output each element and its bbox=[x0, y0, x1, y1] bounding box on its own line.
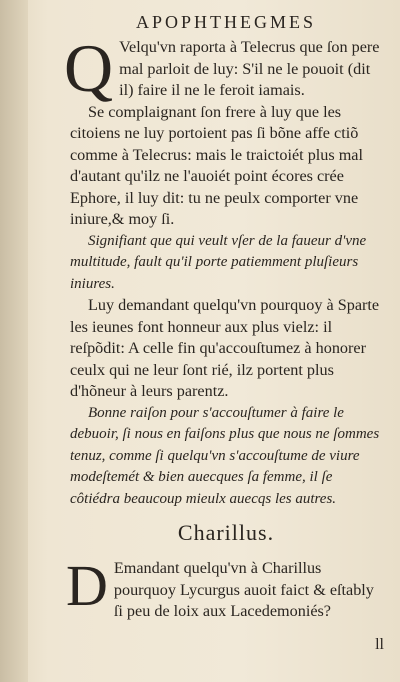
apophthegm-4 bbox=[66, 553, 382, 623]
running-head: APOPHTHEGMES bbox=[135, 12, 317, 32]
apophthegm-2-gloss: Signifiant que qui veult vſer de la faueur d'vne multitude, fault qu'il porte patiemment pluſieurs iniures. bbox=[70, 232, 367, 292]
signature-mark: ll bbox=[375, 636, 384, 653]
apophthegm-1 bbox=[64, 30, 382, 106]
drop-cap-q: Q bbox=[64, 30, 114, 106]
apophthegm-3-gloss: Bonne raiſon pour s'accouſtumer à faire le debuoir, ſi nous en faiſons plus que nous ne ſommes tenuz, comme ſi quelqu'vn s'accouſtume de viure modeſtemét & bien auecques ſa femme, il ſe côtiédra beaucoup mieulx auecqs les autres. bbox=[70, 404, 380, 507]
apophthegm-1-text: Velqu'vn raporta à Telecrus que ſon pere mal parloit de luy: S'il ne le pouoit (dit il) faire il ne le feroit iamais. bbox=[119, 38, 380, 99]
section-heading: Charillus. bbox=[177, 520, 275, 545]
apophthegm-3: Luy demandant quelqu'vn pourquoy à Sparte les ieunes font honneur aux plus vielz: il reſpõdit: A celle fin qu'accouſtumez à honorer ceulx qui ne leur ſont rié, ilz portent plus d'hõneur à leurs parentz. bbox=[70, 296, 380, 400]
apophthegm-4-text: Emandant quelqu'vn à Charillus pourquoy Lycurgus auoit faict & eſtably ſi peu de loix aux Lacedemoniés? bbox=[113, 559, 374, 620]
apophthegm-2: Se complaignant ſon frere à luy que les citoiens ne luy portoient pas ſi bõne affe ctiõ comme à Telecrus: mais le traictoiét plus mal d'autant qu'ilz ne l'auoiét point écores crée Ephore, il luy dit: tu ne peulx comporter vne iniure,& moy ſi. bbox=[70, 102, 363, 228]
drop-cap-d: D bbox=[66, 553, 108, 618]
page-gutter bbox=[0, 0, 28, 682]
